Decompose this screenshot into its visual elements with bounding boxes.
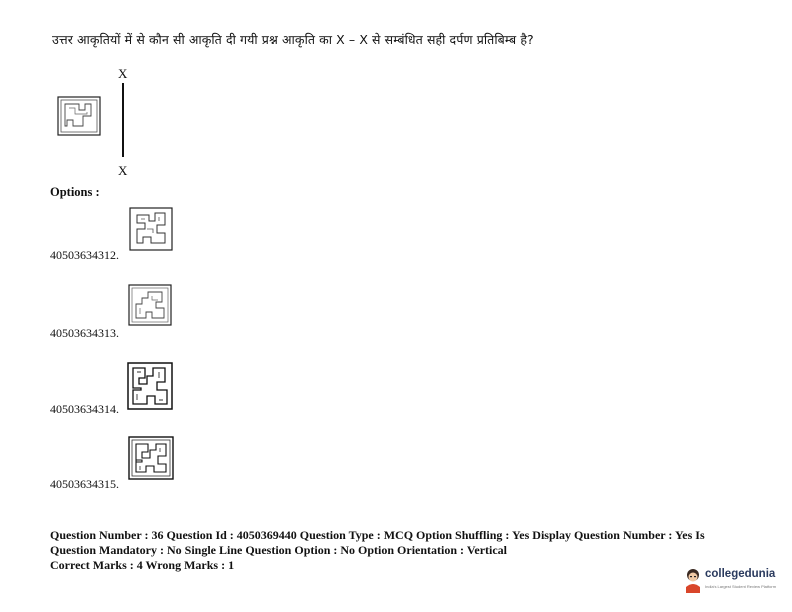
option-figure-4[interactable] — [128, 436, 174, 480]
brand-tagline: India's Largest Student Review Platform — [705, 584, 777, 589]
option-id-4: 40503634315. — [50, 477, 119, 491]
metadata-line-3: Correct Marks : 4 Wrong Marks : 1 — [50, 558, 235, 572]
options-label: Options : — [50, 185, 100, 199]
question-text: उत्तर आकृतियों में से कौन सी आकृति दी गयी प्रश्न आकृति का X – X से सम्बंधित सही दर्पण प्रतिबिम्ब है? — [52, 32, 534, 47]
option-id-3: 40503634314. — [50, 402, 119, 416]
brand-logo — [683, 566, 783, 596]
question-metadata — [50, 528, 740, 573]
question-figure — [57, 96, 101, 136]
mirror-line — [122, 83, 124, 157]
metadata-line-2: Question Mandatory : No Single Line Question Option : No Option Orientation : Vertical — [50, 543, 508, 557]
student-mascot-icon — [683, 567, 703, 593]
metadata-line-1: Question Number : 36 Question Id : 4050369440 Question Type : MCQ Option Shuffling : Yes Display Question Number : Yes Is — [50, 528, 705, 542]
option-figure-2[interactable] — [128, 284, 172, 326]
brand-name: collegedunia — [705, 568, 776, 580]
option-figure-1[interactable] — [129, 207, 173, 251]
option-figure-3[interactable] — [127, 362, 173, 410]
mirror-top-label: X — [118, 66, 128, 81]
mirror-bottom-label: X — [118, 163, 128, 178]
option-id-1: 40503634312. — [50, 248, 119, 262]
option-id-2: 40503634313. — [50, 326, 119, 340]
